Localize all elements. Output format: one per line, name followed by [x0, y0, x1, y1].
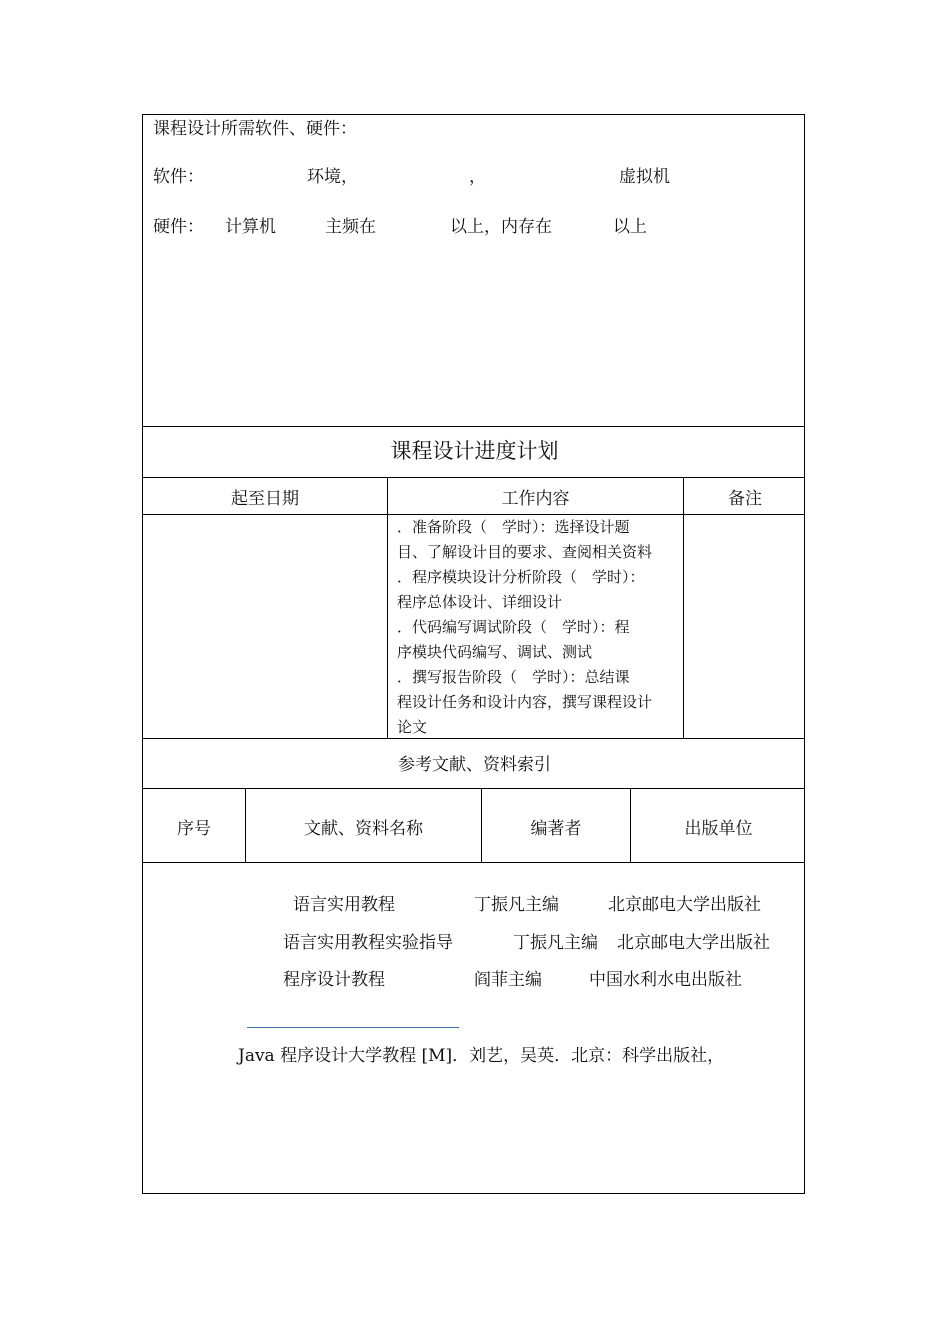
- divider: [143, 862, 804, 863]
- column-divider: [387, 477, 388, 738]
- ref-header-name: 文献、资料名称: [304, 819, 423, 839]
- divider: [143, 788, 804, 789]
- ref-java-entry: Java 程序设计大学教程 [M]．刘艺，吴英．北京：科学出版社，: [238, 1046, 725, 1066]
- divider: [143, 426, 804, 427]
- hardware-memory: 以上，内存在: [450, 217, 552, 237]
- work-line: 程序总体设计、详细设计: [397, 593, 563, 611]
- ref-header-publisher: 出版单位: [684, 819, 753, 839]
- divider: [143, 738, 804, 739]
- divider: [143, 477, 804, 478]
- ref-header-author: 编著者: [530, 819, 582, 839]
- references-title: 参考文献、资料索引: [398, 755, 551, 775]
- hardware-freq: 主频在: [325, 217, 376, 237]
- ref-row-2-name: 语言实用教程实验指导: [283, 933, 453, 953]
- software-comma: ，: [469, 167, 486, 187]
- schedule-header-note: 备注: [728, 489, 762, 509]
- hardware-computer: 计算机: [225, 217, 276, 237]
- requirements-title: 课程设计所需软件、硬件：: [153, 119, 357, 139]
- schedule-header-date: 起至日期: [231, 489, 299, 509]
- software-vm: 虚拟机: [619, 167, 670, 187]
- column-divider: [683, 477, 684, 738]
- blank-underline: [247, 1027, 459, 1028]
- ref-header-index: 序号: [177, 819, 211, 839]
- work-line: ．代码编写调试阶段（ 学时）：程: [397, 618, 630, 636]
- ref-row-3-author: 阎菲主编: [474, 970, 542, 990]
- ref-row-2-publisher: 北京邮电大学出版社: [617, 933, 770, 953]
- hardware-above: 以上: [613, 217, 647, 237]
- ref-row-2-author: 丁振凡主编: [513, 933, 598, 953]
- work-line: 序模块代码编写、调试、测试: [397, 643, 593, 661]
- work-line: 目、了解设计目的要求、查阅相关资料: [397, 543, 653, 561]
- ref-row-1-name: 语言实用教程: [293, 895, 395, 915]
- work-line: 程设计任务和设计内容，撰写课程设计: [397, 693, 653, 711]
- software-label: 软件：: [153, 167, 204, 187]
- work-line: ．准备阶段（ 学时）：选择设计题: [397, 518, 630, 536]
- schedule-header-content: 工作内容: [501, 489, 570, 509]
- schedule-work-content: [397, 515, 677, 740]
- work-line: ．程序模块设计分析阶段（ 学时）：: [397, 568, 645, 586]
- schedule-title: 课程设计进度计划: [390, 439, 559, 463]
- ref-row-1-author: 丁振凡主编: [474, 895, 559, 915]
- ref-row-1-publisher: 北京邮电大学出版社: [608, 895, 761, 915]
- software-env: 环境，: [307, 167, 358, 187]
- work-line: 论文: [397, 718, 428, 736]
- work-line: ．撰写报告阶段（ 学时）：总结课: [397, 668, 630, 686]
- hardware-label: 硬件：: [153, 217, 204, 237]
- course-design-form: [142, 114, 805, 1194]
- ref-row-3-publisher: 中国水利水电出版社: [589, 970, 742, 990]
- ref-row-3-name: 程序设计教程: [283, 970, 385, 990]
